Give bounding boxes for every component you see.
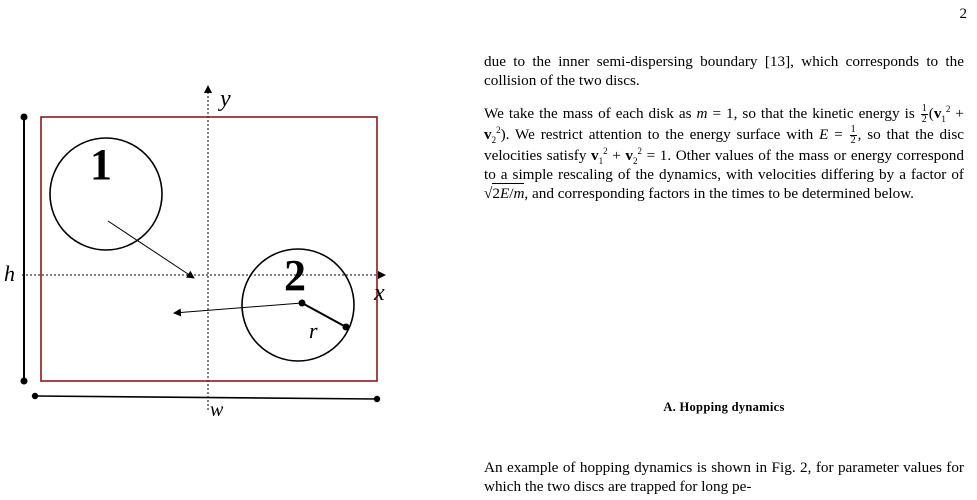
disc-2-label: 2 <box>284 251 306 300</box>
width-endpoint-left <box>32 393 38 399</box>
paragraph-3: An example of hopping dynamics is shown in Fig. 2, for parameter values for which the two discs are trapped for long pe- <box>484 459 964 495</box>
width-label: w <box>210 399 224 421</box>
paragraph-1: due to the inner semi-dispersing boundary [13], which corresponds to the collision of the two discs. <box>484 53 964 89</box>
height-endpoint-bottom <box>21 378 28 385</box>
disc-2-velocity-arrow <box>174 303 302 313</box>
width-dimension-line <box>35 396 377 399</box>
page-number: 2 <box>959 6 967 22</box>
disc-1-velocity-arrow <box>108 221 194 278</box>
y-axis-label: y <box>220 86 231 112</box>
disc-2-radius-endpoint <box>343 324 350 331</box>
text-column <box>484 52 964 217</box>
billiard-figure <box>0 0 460 500</box>
paragraph-2: We take the mass of each disk as m = 1, so that the kinetic energy is $\frac{1}{2}$ $(v_1^2 + v_2^2)$. We restrict attention to the energy surface with E = $\frac{1}{2}$ , so that the disc velocities satisfy $v_1^2 + v_2^2 = 1$. Other values of the mass or energy correspond to a simple rescaling of the dynamics, with velocities differing by a factor of √2E/m, and corresponding factors in the times to be determined below. <box>484 103 965 203</box>
width-endpoint-right <box>374 396 380 402</box>
radius-label: r <box>309 318 318 343</box>
disc-1-label: 1 <box>90 140 112 189</box>
section-heading: A. Hopping dynamics <box>663 400 785 414</box>
height-endpoint-top <box>21 114 28 121</box>
disc-2-center <box>299 300 306 307</box>
height-label: h <box>4 261 15 286</box>
x-axis-label: x <box>374 280 385 306</box>
